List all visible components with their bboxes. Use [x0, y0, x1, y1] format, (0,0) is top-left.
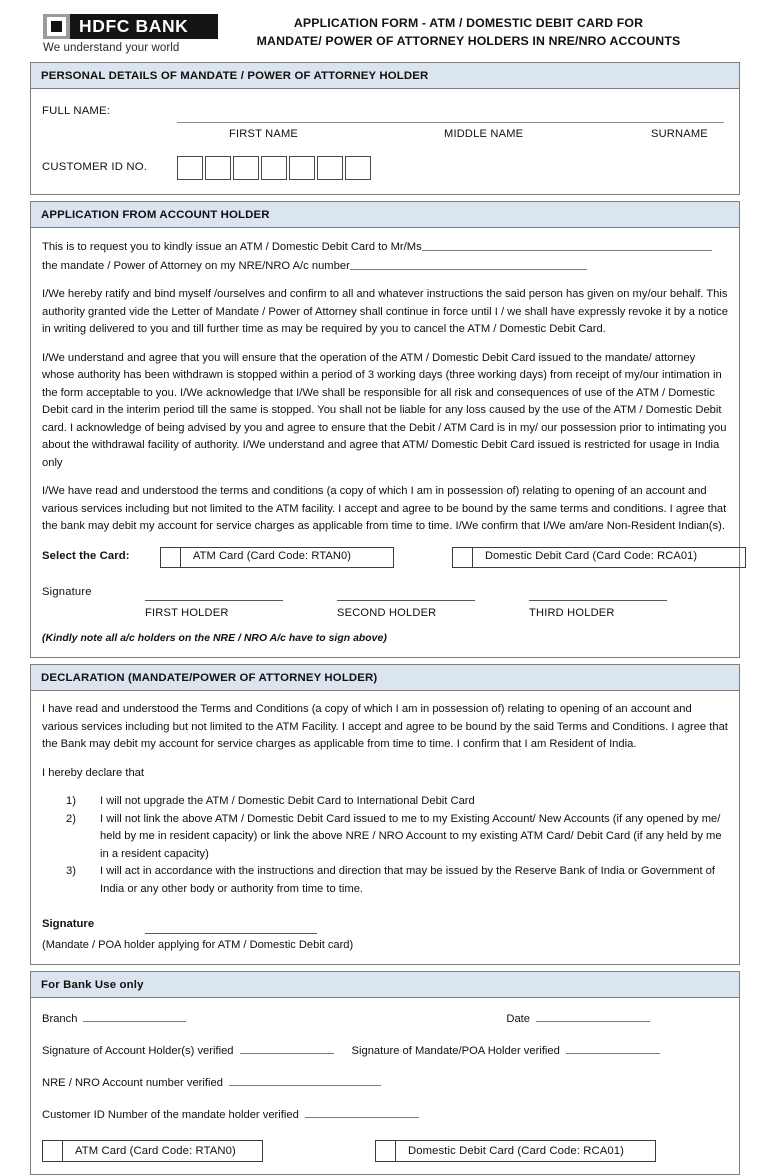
bank-customer-id-input[interactable] [305, 1105, 419, 1118]
logo-tagline: We understand your world [43, 42, 180, 54]
logo-text: HDFC BANK [79, 15, 189, 36]
applicant-name-input[interactable] [422, 238, 712, 251]
select-card-label: Select the Card: [42, 550, 130, 563]
signature-label: Signature [42, 585, 92, 598]
second-holder-label: SECOND HOLDER [337, 607, 437, 619]
holder-signature-row [42, 584, 728, 602]
name-column-labels [42, 126, 728, 144]
declaration-intro: I hereby declare that [42, 766, 144, 779]
nre-nro-label: NRE / NRO Account number verified [42, 1077, 223, 1089]
customer-id-label: CUSTOMER ID NO. [42, 161, 148, 174]
section-application-account-holder [30, 201, 740, 658]
customer-id-verification-row [42, 1105, 728, 1124]
sig-account-holder-input[interactable] [240, 1041, 334, 1054]
nre-nro-input[interactable] [229, 1073, 381, 1086]
customer-id-box[interactable] [177, 156, 203, 180]
personal-details-heading: PERSONAL DETAILS OF MANDATE / POWER OF ATTORNEY HOLDER [31, 63, 739, 89]
bank-domestic-debit-card-checkbox[interactable] [376, 1141, 396, 1161]
bank-domestic-debit-card-label: Domestic Debit Card (Card Code: RCA01) [408, 1144, 625, 1157]
sig-mandate-input[interactable] [566, 1041, 660, 1054]
declaration-item-number: 3) [66, 865, 76, 877]
application-heading: APPLICATION FROM ACCOUNT HOLDER [31, 202, 739, 228]
domestic-debit-card-label: Domestic Debit Card (Card Code: RCA01) [485, 550, 698, 563]
bank-customer-id-label: Customer ID Number of the mandate holder verified [42, 1109, 299, 1121]
list-item [66, 863, 728, 898]
logo-row [43, 14, 218, 39]
form-title [218, 12, 727, 50]
customer-id-boxes [177, 156, 371, 180]
declaration-item-text: I will not upgrade the ATM / Domestic Debit Card to International Debit Card [100, 795, 475, 807]
form-header [30, 0, 740, 62]
surname-label: SURNAME [651, 127, 708, 140]
bank-use-card-options [42, 1140, 728, 1162]
atm-card-checkbox[interactable] [161, 548, 181, 567]
logo-bar [70, 14, 218, 39]
customer-id-box[interactable] [233, 156, 259, 180]
declaration-item-text: I will act in accordance with the instructions and direction that may be issued by the Reserve Bank of India or Government of India or any other body or authority from time to time. [100, 865, 716, 895]
declaration-heading: DECLARATION (MANDATE/POWER OF ATTORNEY HOLDER) [31, 665, 739, 691]
declaration-signature-line[interactable] [145, 921, 317, 934]
hdfc-square-icon [43, 14, 70, 39]
application-paragraph-4: I/We have read and understood the terms and conditions (a copy of which I am in possession of) relating to opening of an account and various services including but not limited to the ATM facility. I accept and agree to be bound by the same terms and conditions. I agree that the bank may debit my account for service charges as applicable from time to time. I/We confirm that I/We am/are Non-Resident Indian(s). [42, 485, 727, 532]
application-paragraph-3: I/We understand and agree that you will ensure that the operation of the ATM / Domestic Debit Card issued to the mandate/ attorney whose authority has been withdrawn is stopped within a period of 3 working days (three working days) from receipt of my/our intimation in the form acceptable to you. I/We acknowledge that I/We shall be responsible for all risk and consequences of use of the ATM / Domestic Debit card in the interim period till the same is stopped. You shall not be liable for any loss caused by the use of the ATM / Domestic Debit card. I acknowledge of being advised by you and agree to ensure that the Debit / ATM Card is in my/ our possession prior to intimating you about the withdrawal facility of authority. I/We understand and agree that ATM/ Domestic Debit Card issued is restricted for usage in India only [42, 351, 727, 469]
atm-card-option[interactable] [160, 547, 394, 568]
bank-domestic-debit-card-option[interactable] [375, 1140, 656, 1162]
bank-use-heading: For Bank Use only [31, 972, 739, 998]
customer-id-box[interactable] [261, 156, 287, 180]
bank-use-body [31, 998, 739, 1174]
list-item [66, 793, 728, 811]
branch-label: Branch [42, 1013, 78, 1025]
full-name-input[interactable] [177, 106, 724, 123]
personal-details-body [31, 89, 739, 194]
date-input[interactable] [536, 1009, 650, 1022]
holder-signature-block [42, 584, 728, 648]
declaration-item-number: 2) [66, 812, 76, 825]
customer-id-box[interactable] [289, 156, 315, 180]
signature-verification-row [42, 1041, 728, 1060]
select-card-row [42, 547, 728, 568]
request-line-2-text: the mandate / Power of Attorney on my NRE/NRO A/c number [42, 259, 350, 272]
atm-card-label: ATM Card (Card Code: RTAN0) [193, 550, 352, 563]
declaration-list [42, 793, 728, 898]
bank-atm-card-label: ATM Card (Card Code: RTAN0) [75, 1144, 236, 1157]
customer-id-box[interactable] [345, 156, 371, 180]
section-declaration [30, 664, 740, 965]
form-title-line-1: APPLICATION FORM - ATM / DOMESTIC DEBIT CARD FOR [293, 16, 644, 30]
declaration-body [31, 691, 739, 964]
third-holder-signature-slot [529, 588, 721, 601]
request-line-1-text: This is to request you to kindly issue an ATM / Domestic Debit Card to Mr/Ms [42, 241, 422, 253]
declaration-signature-label: Signature [42, 918, 95, 930]
form-title-line-2: MANDATE/ POWER OF ATTORNEY HOLDERS IN NRE/NRO ACCOUNTS [256, 34, 681, 48]
declaration-signature-subtext: (Mandate / POA holder applying for ATM / Domestic Debit card) [42, 938, 354, 951]
first-holder-label: FIRST HOLDER [145, 607, 229, 619]
third-holder-label: THIRD HOLDER [529, 607, 615, 619]
application-body [31, 228, 739, 657]
sig-account-holder-label: Signature of Account Holder(s) verified [42, 1045, 234, 1057]
bank-logo [43, 12, 218, 54]
section-bank-use [30, 971, 740, 1175]
second-holder-signature-slot [337, 588, 529, 601]
first-holder-signature-line[interactable] [145, 588, 283, 601]
nre-nro-verification-row [42, 1073, 728, 1092]
declaration-paragraph-1: I have read and understood the Terms and Conditions (a copy of which I am in possession of) relating to opening of an account and various services including but not limited to the ATM Facility. I accept and agree to be bound by the said Terms and Conditions. I agree that the Bank may debit my account for service charges as applicable from time to time. I confirm that I am Resident of India. [42, 703, 728, 750]
branch-input[interactable] [83, 1009, 186, 1022]
second-holder-signature-line[interactable] [337, 588, 475, 601]
declaration-signature-row [42, 916, 728, 934]
middle-name-label: MIDDLE NAME [444, 127, 524, 140]
list-item [66, 811, 728, 864]
declaration-item-number: 1) [66, 795, 76, 807]
bank-atm-card-checkbox[interactable] [43, 1141, 63, 1161]
first-name-label: FIRST NAME [229, 127, 298, 140]
section-personal-details [30, 62, 740, 195]
first-holder-signature-slot [145, 588, 337, 601]
bank-atm-card-option[interactable] [42, 1140, 263, 1162]
request-lines [42, 238, 728, 275]
account-number-input[interactable] [350, 257, 587, 270]
holder-signature-labels [42, 605, 728, 623]
full-name-row [42, 99, 728, 123]
customer-id-box[interactable] [317, 156, 343, 180]
sig-mandate-label: Signature of Mandate/POA Holder verified [351, 1045, 560, 1057]
domestic-debit-card-option[interactable] [452, 547, 746, 568]
date-label: Date [506, 1013, 530, 1025]
third-holder-signature-line[interactable] [529, 588, 667, 601]
customer-id-box[interactable] [205, 156, 231, 180]
declaration-item-text: I will not link the above ATM / Domestic Debit Card issued to me to my Existing Account/ New Accounts (if any opened by me/ held by me in resident capacity) or link the above NRE / NRO Account to my existing ATM Card/ Debit Card (if any held by me in a resident capacity) [100, 812, 722, 860]
full-name-label: FULL NAME: [42, 105, 111, 117]
customer-id-row [42, 156, 728, 184]
branch-date-row [42, 1009, 728, 1028]
signature-note: (Kindly note all a/c holders on the NRE / NRO A/c have to sign above) [42, 632, 387, 644]
domestic-debit-card-checkbox[interactable] [453, 548, 473, 567]
application-paragraph-2: I/We hereby ratify and bind myself /ourselves and confirm to all and whatever instructions the said person has given on my/our behalf. This authority granted vide the Letter of Mandate / Power of Attorney shall continue in force until I / we shall have expressly revoke it by a notice in writing delivered to you and till further time as may be required by you to cancel the ATM / Domestic Debit Card. [42, 288, 728, 335]
